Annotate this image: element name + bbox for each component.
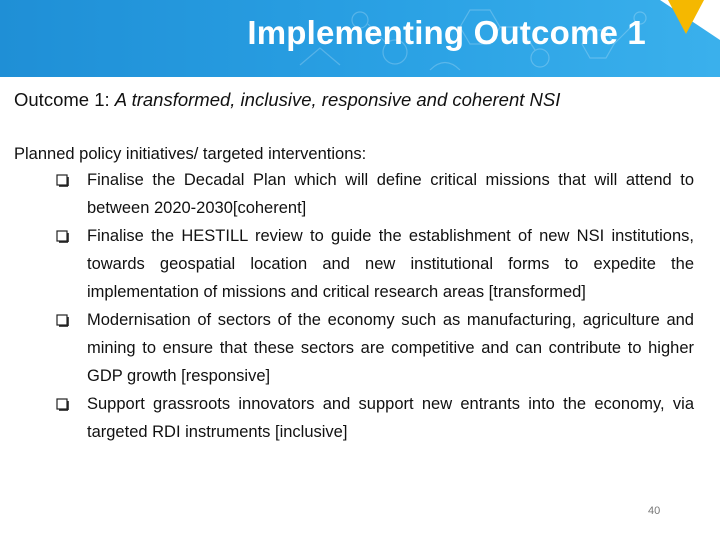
corner-accent-triangle	[660, 0, 720, 40]
list-item-text: Support grassroots innovators and support new entrants into the economy, via targeted RDI instruments [inclusive]	[87, 395, 694, 441]
list-item-text: Modernisation of sectors of the economy such as manufacturing, agriculture and mining to ensure that these sectors are competitive and can contribute to higher GDP growth [responsive]	[87, 311, 694, 385]
initiatives-list	[56, 166, 694, 446]
checkbox-square-icon	[56, 398, 69, 411]
outcome-statement	[14, 89, 560, 111]
checkbox-square-icon	[56, 230, 69, 243]
list-item	[56, 166, 694, 222]
page-number: 40	[648, 505, 661, 517]
title-banner	[0, 0, 720, 77]
slide-title: Implementing Outcome 1	[247, 14, 646, 51]
list-item	[56, 222, 694, 306]
checkbox-square-icon	[56, 174, 69, 187]
list-item-text: Finalise the Decadal Plan which will define critical missions that will attend to between 2020-2030[coherent]	[87, 171, 694, 217]
outcome-label: Outcome 1:	[14, 89, 110, 110]
planned-initiatives-heading: Planned policy initiatives/ targeted interventions:	[14, 145, 367, 163]
outcome-description: A transformed, inclusive, responsive and coherent NSI	[114, 89, 561, 110]
list-item-text: Finalise the HESTILL review to guide the establishment of new NSI institutions, towards geospatial location and new institutional forms to expedite the implementation of missions and critical research areas [transformed]	[87, 227, 694, 301]
list-item	[56, 306, 694, 390]
list-item	[56, 390, 694, 446]
checkbox-square-icon	[56, 314, 69, 327]
